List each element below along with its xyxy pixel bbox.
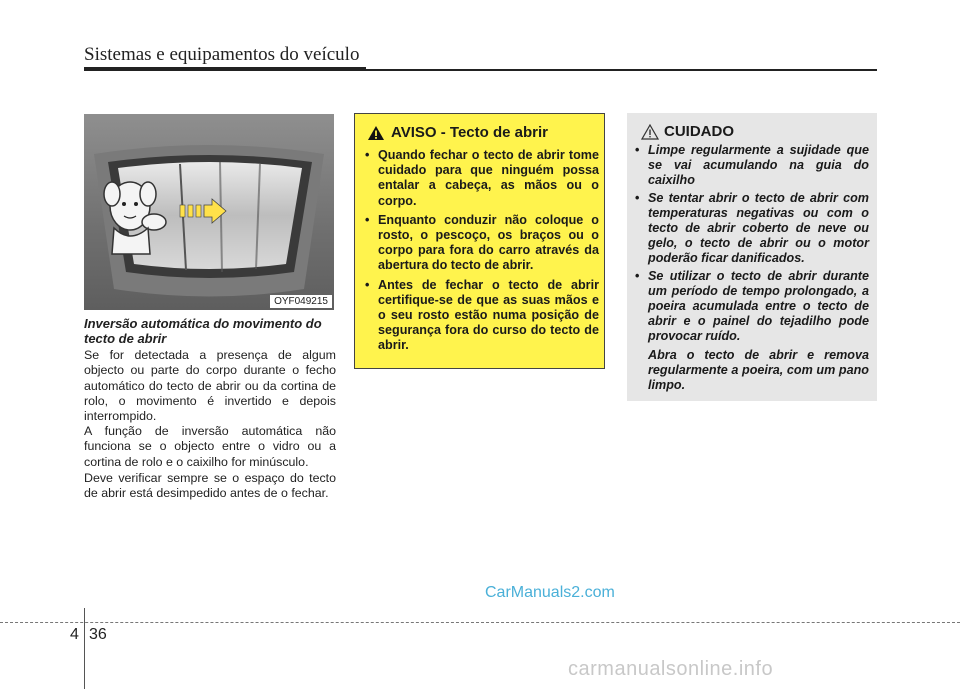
sunroof-figure [84, 114, 334, 310]
caution-triangle-icon [641, 124, 659, 140]
warning-list [363, 148, 599, 358]
caution-item: • Se tentar abrir o tecto de abrir com temperaturas negativas ou com o tecto de abrir coberto de neve ou gelo, o tecto de abrir ou o motor poderão ficar danificados. [633, 191, 869, 266]
warning-title-text: AVISO - Tecto de abrir [391, 124, 548, 141]
body-paragraph: Deve verificar sempre se o espaço do tecto de abrir está desimpedido antes de o fechar. [84, 471, 336, 501]
caution-title [641, 123, 734, 140]
page-header-title: Sistemas e equipamentos do veículo [84, 44, 360, 65]
warning-item: • Quando fechar o tecto de abrir tome cuidado para que ninguém possa entalar a cabeça, as mãos ou o corpo. [363, 148, 599, 209]
body-paragraph: Se for detectada a presença de algum objecto ou parte do corpo durante o fecho automático do tecto de abrir ou da cortina de rolo, o movimento é invertido e depois interrompido. [84, 348, 336, 424]
caution-box [627, 113, 877, 401]
sunroof-illustration [84, 114, 334, 310]
page-chapter: 4 [70, 626, 79, 643]
figure-code: OYF049215 [270, 295, 332, 308]
warning-item: • Antes de fechar o tecto de abrir certifique-se de que as suas mãos e o seu rosto estão numa posição de segurança fora do curso do tecto de abrir. [363, 278, 599, 354]
caution-list [633, 143, 869, 396]
watermark-carmanualsonline[interactable]: carmanualsonline.info [568, 658, 774, 680]
caution-item [633, 269, 869, 393]
warning-item: • Enquanto conduzir não coloque o rosto, o pescoço, os braços ou o corpo para fora do carro através da abertura do tecto de abrir. [363, 213, 599, 274]
caution-title-text: CUIDADO [664, 123, 734, 140]
caution-item: • Limpe regularmente a sujidade que se vai acumulando na guia do caixilho [633, 143, 869, 188]
footer-rule [0, 622, 960, 623]
warning-title [367, 124, 548, 141]
caution-item-text: Se utilizar o tecto de abrir durante um período de tempo prolongado, a poeira acumulada entre o tecto de abrir e o painel do tejadilho pode provocar ruído. [648, 269, 869, 343]
caution-extra-text: Abra o tecto de abrir e remova regularmente a poeira, com um pano limpo. [648, 348, 869, 392]
warning-box [354, 113, 605, 369]
figure-caption: Inversão automática do movimento do tecto de abrir [84, 316, 322, 346]
header-rule-thin [366, 69, 877, 71]
watermark-carmanuals2[interactable]: CarManuals2.com [485, 584, 615, 601]
page-number: 36 [89, 626, 107, 643]
header-rule-thick [84, 67, 366, 71]
footer-divider [84, 608, 85, 689]
warning-triangle-icon [367, 125, 385, 141]
body-paragraph: A função de inversão automática não funciona se o objecto entre o vidro ou a cortina de rolo e o caixilho for minúsculo. [84, 424, 336, 469]
